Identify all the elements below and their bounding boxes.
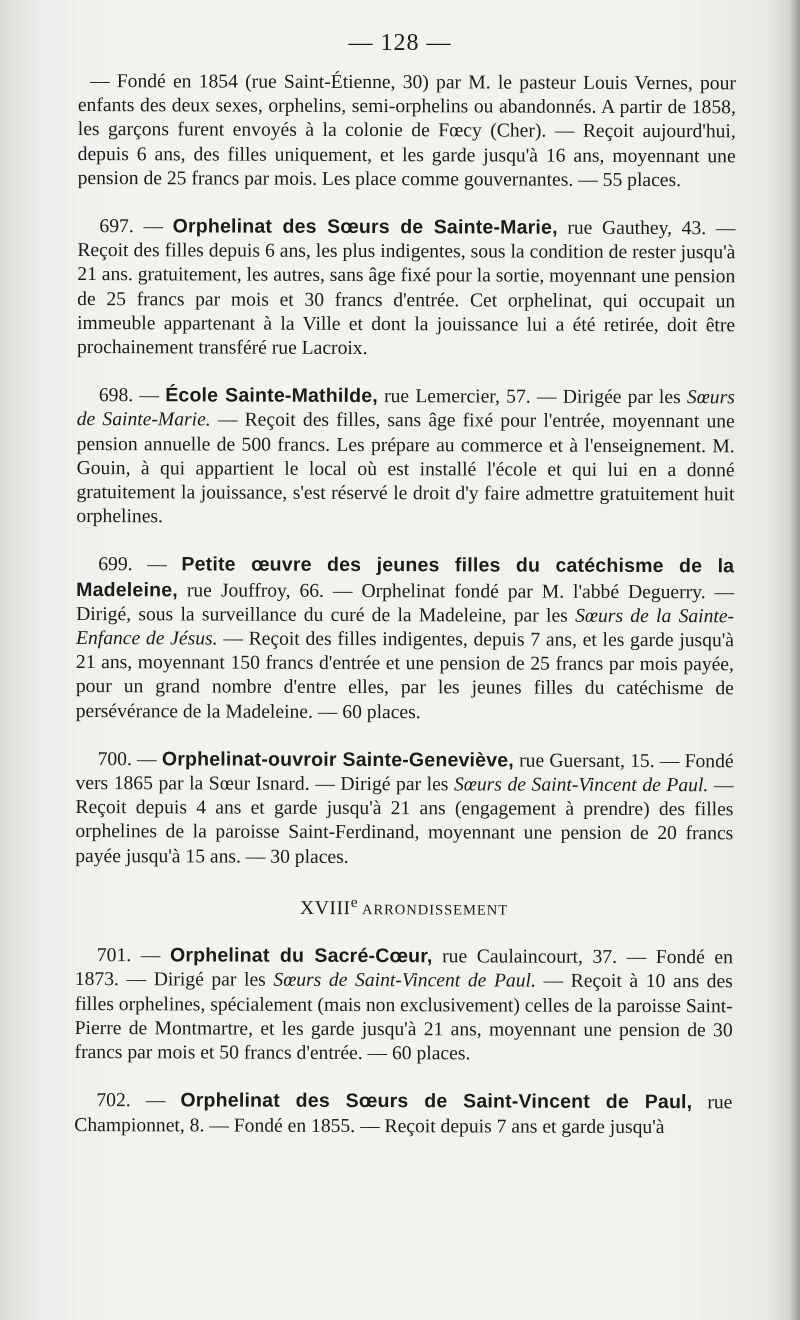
entry-701-italic: Sœurs de Saint-Vincent de Paul. xyxy=(273,970,536,993)
entry-702-text: rue Championnet, 8. — Fondé en 1855. — Reçoit depuis 7 ans et garde jusqu'à xyxy=(74,1092,733,1138)
entry-intro xyxy=(78,70,736,193)
entry-700-number: 700. — xyxy=(97,748,162,771)
entry-701-text-a: rue Caulaincourt, 37. — Fondé en 1873. — Dirigé par les xyxy=(74,946,733,992)
entry-699-number: 699. — xyxy=(98,554,182,576)
section-heading-arrondissement xyxy=(75,890,733,924)
entry-698 xyxy=(76,383,735,532)
entry-699-text-a: rue Jouffroy, 66. — Orphelinat fondé par M. l'abbé Deguerry. — Dirigé, sous la surveillance du curé de la Madeleine, par les xyxy=(76,580,735,627)
entry-699-text-b: — Reçoit des filles indigentes, depuis 7 ans, et les garde jusqu'à 21 ans, moyennant 150 francs d'entrée et une pension de 25 francs par mois payée, pour un grand nombre d'entre elles, par les jeunes filles du catéchisme de persévérance de la Madeleine. — 60 places. xyxy=(75,628,735,723)
entry-702 xyxy=(74,1088,732,1140)
page-edge-shadow xyxy=(790,0,800,1320)
entry-698-text-a: rue Lemercier, 57. — Dirigée par les xyxy=(377,386,687,409)
entry-697-title: Orphelinat des Sœurs de Sainte-Marie, xyxy=(172,215,558,239)
section-roman: XVIII xyxy=(299,897,351,920)
entry-700-italic: Sœurs de Saint-Vincent de Paul. xyxy=(453,774,709,797)
entry-698-italic: Sœurs de Sainte-Marie. xyxy=(76,387,735,431)
entry-700 xyxy=(75,747,733,871)
entry-697 xyxy=(77,214,736,363)
entry-697-text: rue Gauthey, 43. — Reçoit des filles depuis 6 ans, les plus indigentes, sous la condition de rester jusqu'à 21 ans. gratuitement, les autres, sans âge fixé pour la sortie, moyennant une pension de 25 francs par mois et 30 francs d'entrée. Cet orphelinat, qui occupait un immeuble appartenant à la Ville et dont la jouissance lui a été retirée, doit être prochainement transféré rue Lacroix. xyxy=(76,217,736,360)
entry-698-text-b: — Reçoit des filles, sans âge fixé pour l'entrée, moyennant une pension annuelle de 500 francs. Les prépare au commerce et à l'enseignement. M. Gouin, à qui appartient le local où est installé l'école et qui lui en a donné gratuitement la jouissance, s'est réservé le droit d'y faire admettre gratuitement huit orphelines. xyxy=(76,409,735,528)
section-label: ARRONDISSEMENT xyxy=(358,902,509,919)
page-body xyxy=(74,70,736,1163)
section-sup: e xyxy=(350,893,359,911)
entry-701-number: 701. — xyxy=(96,945,171,967)
entry-698-number: 698. — xyxy=(98,385,166,407)
entry-700-text-b: — Reçoit depuis 4 ans et garde jusqu'à 21 ans (engagement à prendre) des filles orphelines de la paroisse Saint-Ferdinand, moyennant une pension de 20 francs payée jusqu'à 15 ans. — 30 places. xyxy=(75,775,734,868)
entry-intro-text: — Fondé en 1854 (rue Saint-Étienne, 30) par M. le pasteur Louis Vernes, pour enfants des deux sexes, orphelins, semi-orphelins ou abandonnés. A partir de 1858, les garçons furent envoyés à la colonie de Fœcy (Cher). — Reçoit aujourd'hui, depuis 6 ans, des filles uniquement, et les garde jusqu'à 16 ans, moyennant une pension de 25 francs par mois. Les place comme gouvernantes. — 55 places. xyxy=(77,71,736,191)
entry-697-number: 697. — xyxy=(99,216,173,238)
entry-701 xyxy=(75,943,733,1067)
entry-699-title: Petite œuvre des jeunes filles du catéchisme de la Madeleine, xyxy=(76,553,735,602)
entry-700-title: Orphelinat-ouvroir Sainte-Geneviève, xyxy=(161,748,514,772)
entry-701-text-b: — Reçoit à 10 ans des filles orphelines, spécialement (mais non exclusivement) celles de la paroisse Saint-Pierre de Montmartre, et les garde jusqu'à 21 ans, moyennant une pension de 30 francs par mois et 50 francs d'entrée. — 60 places. xyxy=(74,971,733,1065)
entry-699 xyxy=(76,552,735,726)
entry-702-title: Orphelinat des Sœurs de Saint-Vincent de Paul, xyxy=(180,1089,693,1114)
entry-702-number: 702. — xyxy=(96,1090,181,1112)
entry-700-text-a: rue Guersant, 15. — Fondé vers 1865 par la Sœur Isnard. — Dirigé par les xyxy=(75,750,734,796)
page-number: — 128 — xyxy=(348,30,452,56)
entry-698-title: École Sainte-Mathilde, xyxy=(165,384,378,408)
entry-699-italic: Sœurs de la Sainte-Enfance de Jésus. xyxy=(75,605,735,650)
entry-701-title: Orphelinat du Sacré-Cœur, xyxy=(169,944,433,968)
